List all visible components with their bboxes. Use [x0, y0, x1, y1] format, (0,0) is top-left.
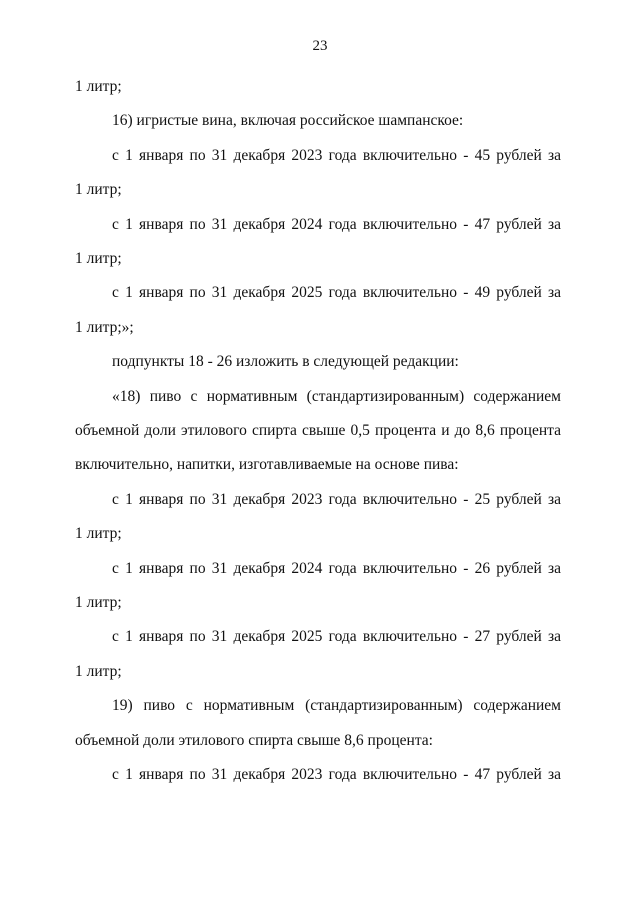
- text-line: 19) пиво с нормативным (стандартизированным) содержанием: [112, 697, 561, 715]
- text-line: с 1 января по 31 декабря 2025 года включительно - 27 рублей за: [112, 628, 561, 646]
- text-line: объемной доли этилового спирта свыше 8,6 процента:: [75, 731, 433, 749]
- text-line: с 1 января по 31 декабря 2024 года включительно - 47 рублей за: [112, 215, 561, 233]
- text-line: 1 литр;: [75, 181, 122, 199]
- text-line: подпункты 18 - 26 изложить в следующей редакции:: [112, 353, 459, 371]
- text-line: с 1 января по 31 декабря 2023 года включительно - 25 рублей за: [112, 490, 561, 508]
- text-line: 1 литр;»;: [75, 318, 134, 336]
- text-line: «18) пиво с нормативным (стандартизированным) содержанием: [112, 387, 561, 405]
- text-line: с 1 января по 31 декабря 2025 года включительно - 49 рублей за: [112, 284, 561, 302]
- text-line: с 1 января по 31 декабря 2023 года включительно - 45 рублей за: [112, 146, 561, 164]
- text-line: 1 литр;: [75, 662, 122, 680]
- text-line: с 1 января по 31 декабря 2024 года включительно - 26 рублей за: [112, 559, 561, 577]
- text-line: включительно, напитки, изготавливаемые на основе пива:: [75, 456, 459, 474]
- text-line: 1 литр;: [75, 250, 122, 267]
- page-number: 23: [312, 38, 328, 54]
- text-line: 1 литр;: [75, 78, 122, 95]
- text-line: объемной доли этилового спирта свыше 0,5 процента и до 8,6 процента: [75, 422, 561, 439]
- text-line: 16) игристые вина, включая российское шампанское:: [112, 112, 464, 130]
- text-line: с 1 января по 31 декабря 2023 года включительно - 47 рублей за: [112, 766, 561, 783]
- text-line: 1 литр;: [75, 525, 122, 543]
- text-line: 1 литр;: [75, 594, 122, 611]
